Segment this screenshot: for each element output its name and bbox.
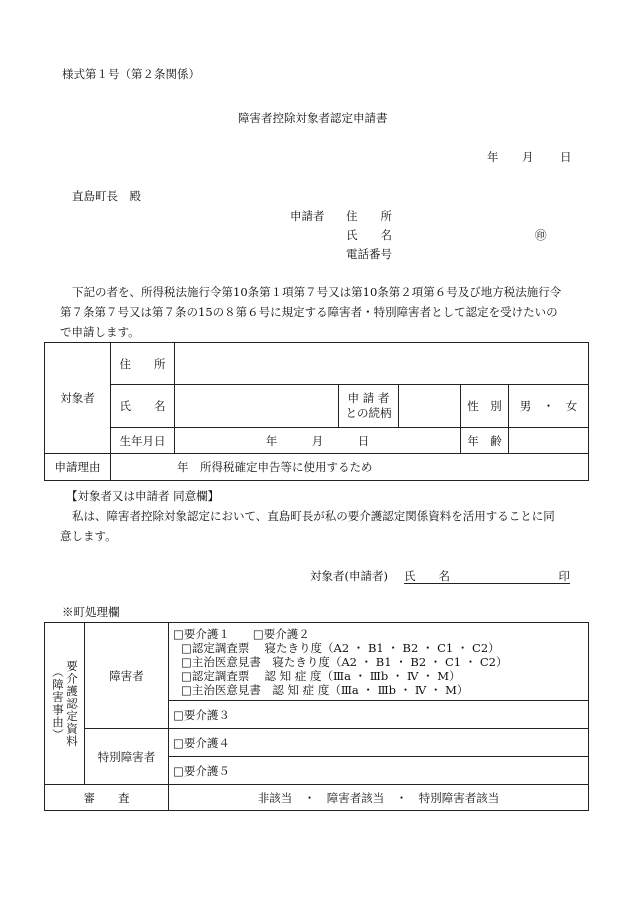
special-label: 特別障害者 (85, 729, 169, 785)
consent-heading: 【対象者又は申請者 同意欄】 (66, 489, 220, 503)
reason-label: 申請理由 (45, 454, 111, 481)
age-label: 年 齢 (461, 428, 509, 454)
date-year: 年 (487, 150, 499, 164)
care12-cell (169, 623, 589, 701)
office-table (44, 622, 589, 811)
seal-mark: ㊞ (535, 228, 547, 242)
side-sub-label: （障害事由） (51, 666, 65, 741)
name-label: 氏 名 (111, 385, 175, 428)
care12-checkboxes[interactable]: □要介護１ □要介護２ (173, 626, 310, 641)
care4-checkbox[interactable]: □要介護４ (169, 729, 589, 757)
dob-label: 生年月日 (111, 428, 175, 454)
review-options[interactable]: 非該当 ・ 障害者該当 ・ 特別障害者該当 (169, 785, 589, 811)
subject-label: 対象者 (45, 343, 111, 454)
applicant-address-label: 住 所 (346, 209, 392, 223)
side-label-cell (45, 623, 85, 785)
survey-dementia[interactable]: □認定調査票 認 知 症 度（Ⅲa ・ Ⅲb ・ Ⅳ ・ M） (181, 668, 461, 683)
review-label: 審 査 (45, 785, 169, 811)
addressee: 直島町長 殿 (72, 189, 141, 203)
body-line-3: で申請します。 (60, 325, 140, 339)
relation-label-line1: 申 請 者 (347, 391, 390, 405)
disabled-label: 障害者 (85, 623, 169, 729)
sex-options[interactable]: 男 ・ 女 (509, 385, 589, 428)
care3-checkbox[interactable]: □要介護３ (169, 701, 589, 729)
subject-table (44, 342, 589, 481)
relation-label (339, 385, 399, 428)
body-line-1: 下記の者を、所得税法施行令第10条第１項第７号又は第10条第２項第６号及び地方税法施行令 (72, 285, 562, 299)
consent-text-2: 意します。 (60, 529, 117, 543)
office-heading: ※町処理欄 (62, 605, 120, 619)
doctor-dementia[interactable]: □主治医意見書 認 知 症 度（Ⅲa ・ Ⅲb ・ Ⅳ ・ M） (181, 682, 469, 697)
doctor-bedridden[interactable]: □主治医意見書 寝たきり度（A2 ・ B1 ・ B2 ・ C1 ・ C2） (181, 654, 508, 669)
consent-sign-seal: 印 (558, 569, 570, 583)
address-label: 住 所 (111, 343, 175, 385)
form-number: 様式第１号（第２条関係） (62, 67, 200, 81)
body-line-2: 第７条第７号又は第７条の15の８第６号に規定する障害者・特別障害者として認定を受けたいの (60, 305, 558, 319)
page-title: 障害者控除対象者認定申請書 (238, 111, 388, 125)
applicant-name-label: 氏 名 (346, 228, 392, 242)
applicant-phone-label: 電話番号 (346, 247, 392, 261)
reason-field[interactable]: 年 所得税確定申告等に使用するため (111, 454, 589, 481)
applicant-label: 申請者 (290, 209, 325, 223)
relation-field[interactable] (399, 385, 461, 428)
dob-field[interactable]: 年 月 日 (175, 428, 461, 454)
survey-bedridden[interactable]: □認定調査票 寝たきり度（A2 ・ B1 ・ B2 ・ C1 ・ C2） (181, 640, 500, 655)
consent-sign-label: 対象者(申請者) (310, 569, 388, 583)
care5-checkbox[interactable]: □要介護５ (169, 757, 589, 785)
consent-sign-name: 氏 名 (404, 569, 450, 583)
relation-label-line2: との続柄 (345, 406, 392, 420)
consent-text-1: 私は、障害者控除対象認定において、直島町長が私の要介護認定関係資料を活用することに同 (72, 509, 555, 523)
address-field[interactable] (175, 343, 589, 385)
name-field[interactable] (175, 385, 339, 428)
side-label: 要介護認定資料 (65, 659, 79, 748)
sex-label: 性 別 (461, 385, 509, 428)
age-field[interactable] (509, 428, 589, 454)
consent-sign-line[interactable] (404, 568, 570, 584)
date-month: 月 (522, 150, 534, 164)
date-day: 日 (560, 150, 572, 164)
